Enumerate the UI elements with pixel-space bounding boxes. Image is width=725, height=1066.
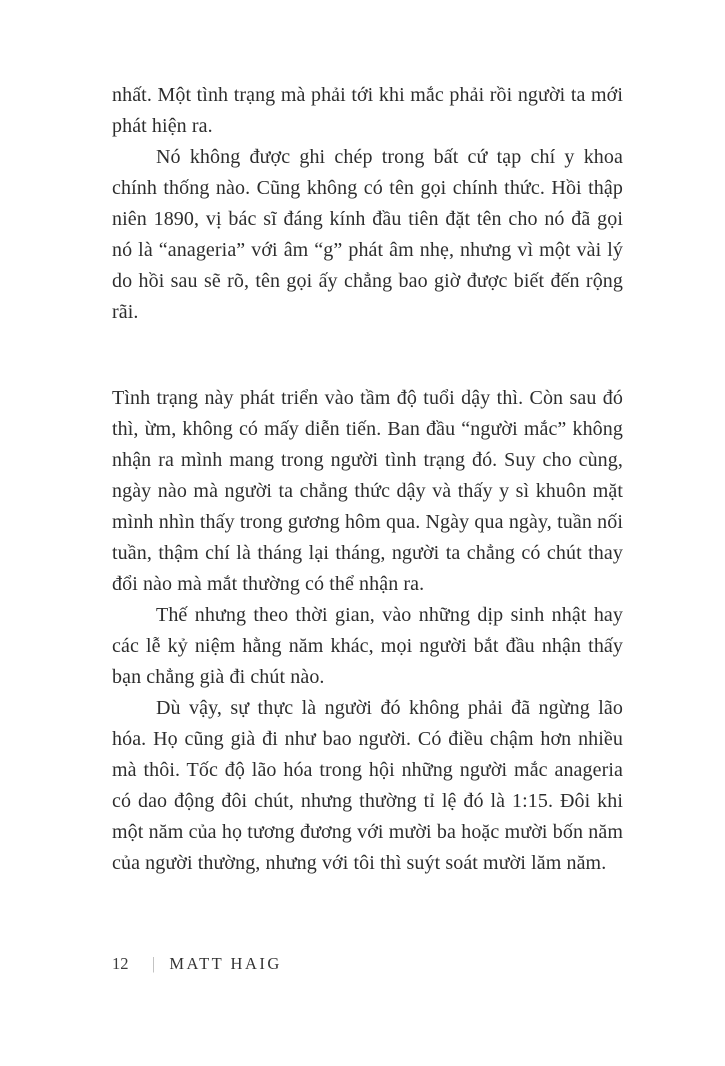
paragraph: Nó không được ghi chép trong bất cứ tạp chí y khoa chính thống nào. Cũng không có tên gọi chính thức. Hồi thập niên 1890, vị bác sĩ đáng kính đầu tiên đặt tên cho nó đã gọi nó là “anageria” với âm “g” phát âm nhẹ, nhưng vì một vài lý do hồi sau sẽ rõ, tên gọi ấy chẳng bao giờ được biết đến rộng rãi. bbox=[112, 146, 623, 323]
author-name: MATT HAIG bbox=[169, 954, 282, 973]
paragraph: Thế nhưng theo thời gian, vào những dịp sinh nhật hay các lễ kỷ niệm hằng năm khác, mọi người bắt đầu nhận thấy bạn chẳng già đi chút nào. bbox=[112, 604, 623, 688]
paragraph: Dù vậy, sự thực là người đó không phải đã ngừng lão hóa. Họ cũng già đi như bao người. Có điều chậm hơn nhiều mà thôi. Tốc độ lão hóa trong hội những người mắc anageria có dao động đôi chút, nhưng thường tỉ lệ đó là 1:15. Đôi khi một năm của họ tương đương với mười ba hoặc mười bốn năm của người thường, nhưng với tôi thì suýt soát mười lăm năm. bbox=[112, 697, 623, 874]
page-number: 12 bbox=[112, 954, 129, 973]
page-footer bbox=[112, 953, 623, 975]
paragraph-new-section: Tình trạng này phát triển vào tầm độ tuổi dậy thì. Còn sau đó thì, ừm, không có mấy diễn tiến. Ban đầu “người mắc” không nhận ra mình mang trong người tình trạng đó. Suy cho cùng, ngày nào mà người ta chẳng thức dậy và thấy y sì khuôn mặt mình nhìn thấy trong gương hôm qua. Ngày qua ngày, tuần nối tuần, thậm chí là tháng lại tháng, người ta chẳng có chút thay đổi nào mà mắt thường có thể nhận ra. bbox=[112, 387, 623, 595]
paragraph-continuation: nhất. Một tình trạng mà phải tới khi mắc phải rồi người ta mới phát hiện ra. bbox=[112, 84, 623, 137]
page-text-block bbox=[112, 80, 623, 879]
footer-separator: | bbox=[152, 954, 155, 973]
